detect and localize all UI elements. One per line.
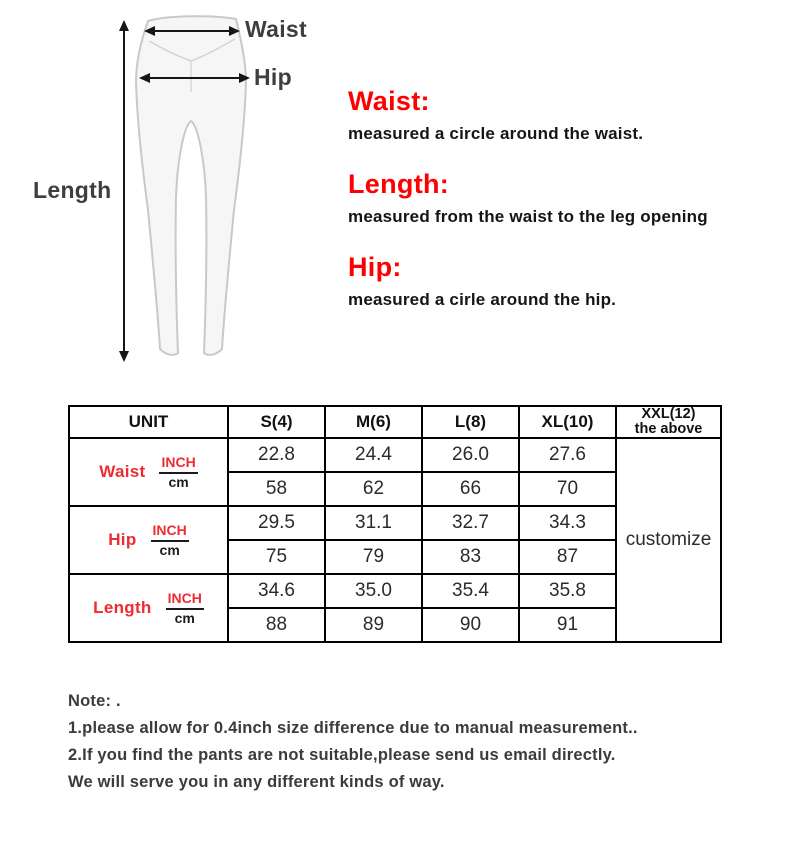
size-col-header-xl: XL(10) [519,406,616,438]
diagram-length-label: Length [33,177,112,203]
hip-label-wrap [70,523,227,557]
waist-cm-s: 58 [228,472,325,506]
length-arrow [119,20,129,362]
note-line-2: 2.If you find the pants are not suitable,please send us email directly. [68,746,616,764]
unit-fraction [166,591,204,625]
length-inch-m: 35.0 [325,574,422,608]
waist-cm-xl: 70 [519,472,616,506]
hip-definition-text: measured a cirle around the hip. [348,290,617,309]
table-row [69,438,721,472]
unit-header: UNIT [69,406,228,438]
size-col-header-s: S(4) [228,406,325,438]
note-line-3: We will serve you in any different kinds of way. [68,773,445,791]
unit-inch-label: INCH [159,455,197,474]
hip-definition-title: Hip: [348,252,402,282]
waist-inch-m: 24.4 [325,438,422,472]
customize-cell: customize [616,438,721,642]
waist-inch-s: 22.8 [228,438,325,472]
hip-inch-m: 31.1 [325,506,422,540]
hip-definition [348,252,778,310]
note-line-1: 1.please allow for 0.4inch size difference due to manual measurement.. [68,719,638,737]
hip-cm-l: 83 [422,540,519,574]
length-cm-xl: 91 [519,608,616,642]
length-definition-title: Length: [348,169,450,199]
unit-fraction [159,455,197,489]
hip-inch-xl: 34.3 [519,506,616,540]
hip-inch-s: 29.5 [228,506,325,540]
unit-fraction [151,523,189,557]
diagram-hip-label: Hip [254,64,292,90]
note-title: Note: . [68,692,121,710]
waist-row-label: Waist [99,462,146,481]
table-header-row [69,406,721,438]
length-inch-xl: 35.8 [519,574,616,608]
length-cm-l: 90 [422,608,519,642]
note-section [68,688,728,796]
length-cm-m: 89 [325,608,422,642]
length-inch-s: 34.6 [228,574,325,608]
size-col-header-m: M(6) [325,406,422,438]
size-col-header-xxl [616,406,721,438]
length-definition-text: measured from the waist to the leg opening [348,207,708,226]
waist-label-wrap [70,455,227,489]
unit-inch-label: INCH [166,591,204,610]
xxl-header-line1: XXL(12) [641,406,696,422]
unit-inch-label: INCH [151,523,189,542]
length-label-wrap [70,591,227,625]
hip-row-label: Hip [108,530,137,549]
waist-cm-m: 62 [325,472,422,506]
hip-inch-l: 32.7 [422,506,519,540]
waist-definition [348,86,778,144]
length-row-label: Length [93,598,152,617]
waist-definition-title: Waist: [348,86,430,116]
hip-cm-s: 75 [228,540,325,574]
xxl-header-line2: the above [634,421,703,437]
length-label-cell [69,574,228,642]
hip-cm-m: 79 [325,540,422,574]
length-definition [348,169,778,227]
length-inch-l: 35.4 [422,574,519,608]
length-cm-s: 88 [228,608,325,642]
unit-cm-label: cm [159,541,180,558]
leggings-measurement-diagram [0,0,345,395]
unit-cm-label: cm [174,609,195,626]
hip-cm-xl: 87 [519,540,616,574]
waist-inch-l: 26.0 [422,438,519,472]
measurement-definitions [348,86,778,335]
waist-inch-xl: 27.6 [519,438,616,472]
waist-label-cell [69,438,228,506]
hip-label-cell [69,506,228,574]
waist-cm-l: 66 [422,472,519,506]
unit-cm-label: cm [168,473,189,490]
size-table [68,405,722,643]
diagram-waist-label: Waist [245,16,307,42]
waist-definition-text: measured a circle around the waist. [348,124,644,143]
size-col-header-l: L(8) [422,406,519,438]
